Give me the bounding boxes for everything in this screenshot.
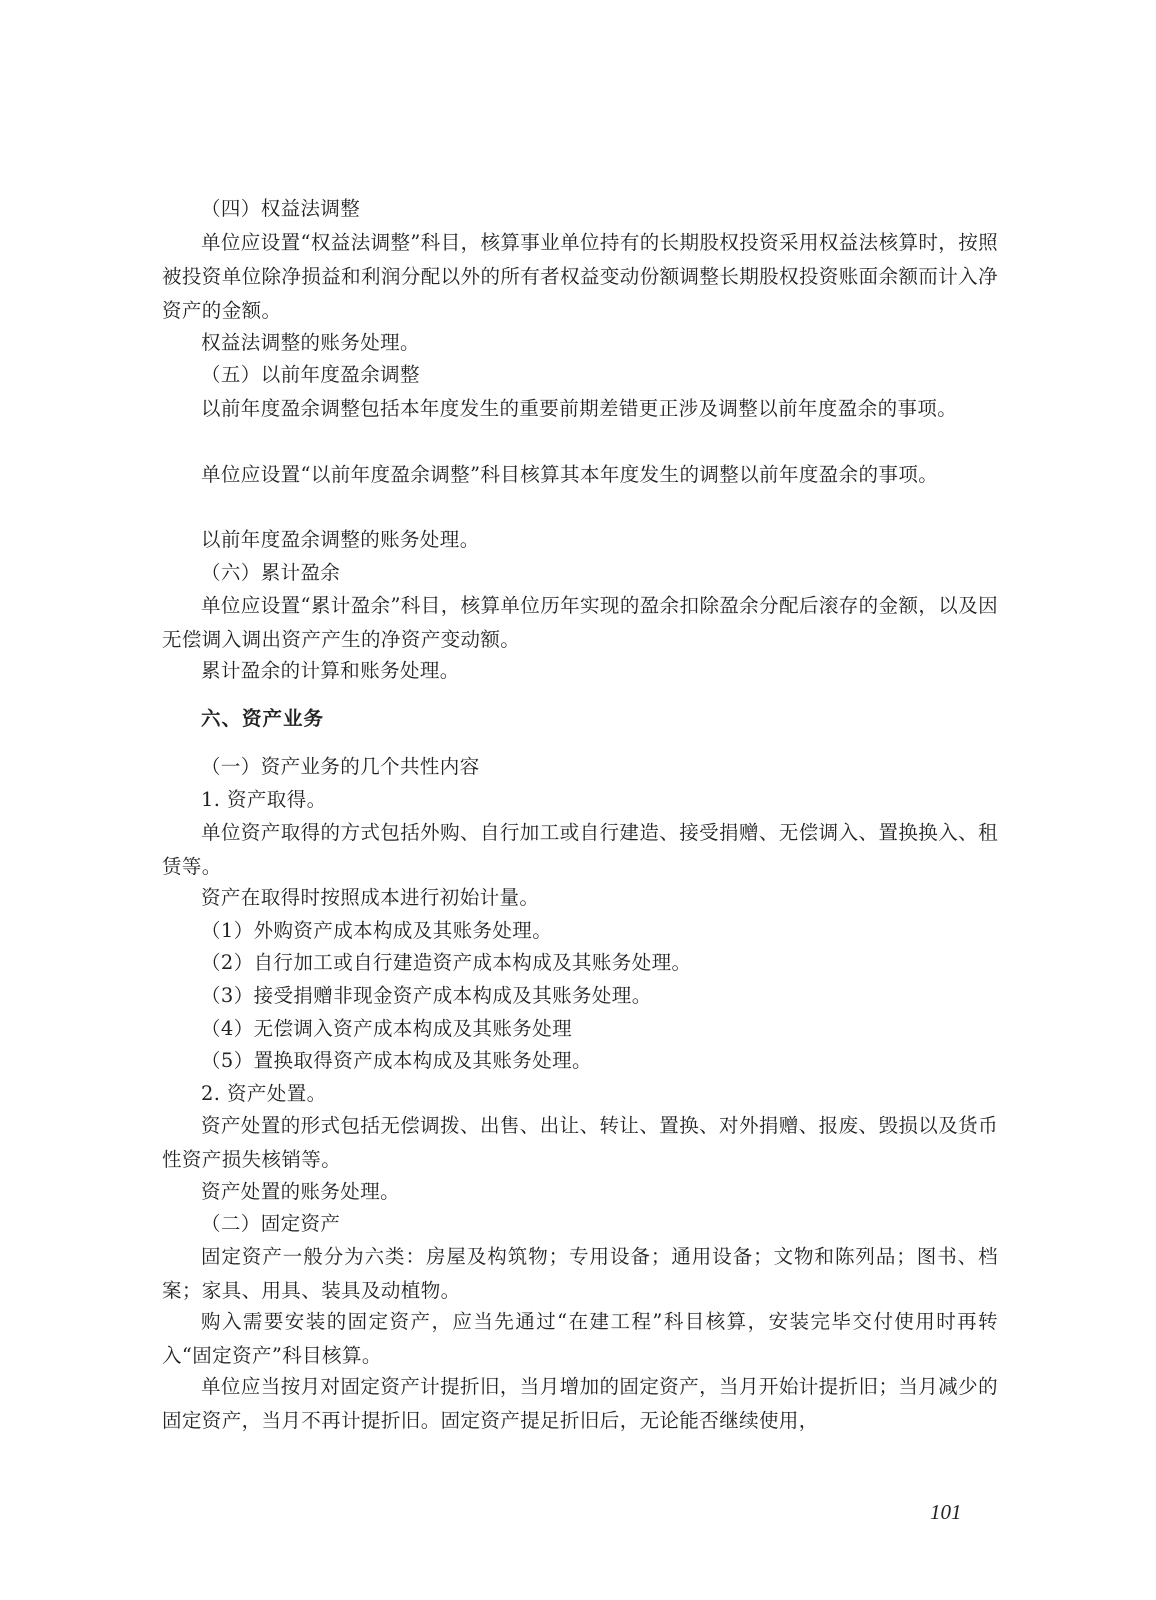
subheading-fixed-assets: （二）固定资产: [201, 1212, 341, 1235]
paragraph: 权益法调整的账务处理。: [201, 331, 420, 354]
paragraph: 单位应设置“权益法调整”科目，核算事业单位持有的长期股权投资采用权益法核算时，按照被投资单位除净损益和利润分配以外的所有者权益变动份额调整长期股权投资账面余额而计入净资产的金额。: [162, 231, 998, 322]
list-item: （2）自行加工或自行建造资产成本构成及其账务处理。: [201, 951, 692, 974]
paragraph: 资产在取得时按照成本进行初始计量。: [201, 886, 540, 909]
paragraph: 购入需要安装的固定资产，应当先通过“在建工程”科目核算，安装完毕交付使用时再转入“固定资产”科目核算。: [162, 1310, 998, 1367]
paragraph: 单位应当按月对固定资产计提折旧，当月增加的固定资产，当月开始计提折旧；当月减少的固定资产，当月不再计提折旧。固定资产提足折旧后，无论能否继续使用，: [162, 1375, 998, 1432]
paragraph: 固定资产一般分为六类：房屋及构筑物；专用设备；通用设备；文物和陈列品；图书、档案；家具、用具、装具及动植物。: [162, 1245, 998, 1302]
paragraph: 单位应设置“累计盈余”科目，核算单位历年实现的盈余扣除盈余分配后滚存的金额，以及因无偿调入调出资产产生的净资产变动额。: [162, 594, 998, 651]
list-item: （4）无偿调入资产成本构成及其账务处理: [201, 1017, 573, 1040]
paragraph: 累计盈余的计算和账务处理。: [201, 659, 460, 682]
subheading-equity-method: （四）权益法调整: [201, 197, 361, 220]
list-item: （3）接受捐赠非现金资产成本构成及其账务处理。: [201, 984, 652, 1007]
list-item: （5）置换取得资产成本构成及其账务处理。: [201, 1049, 592, 1072]
list-item: （1）外购资产成本构成及其账务处理。: [201, 919, 553, 942]
subheading-prior-year-adjustment: （五）以前年度盈余调整: [201, 363, 420, 386]
subheading-accumulated-surplus: （六）累计盈余: [201, 561, 341, 584]
paragraph: 以前年度盈余调整包括本年度发生的重要前期差错更正涉及调整以前年度盈余的事项。: [201, 397, 958, 420]
subheading-common-content: （一）资产业务的几个共性内容: [201, 755, 480, 778]
paragraph: 以前年度盈余调整的账务处理。: [201, 528, 480, 551]
list-item: 2. 资产处置。: [201, 1082, 327, 1105]
list-item: 1. 资产取得。: [201, 788, 327, 811]
page-number: 101: [930, 1500, 962, 1524]
paragraph: 资产处置的账务处理。: [201, 1180, 401, 1203]
paragraph: 单位应设置“以前年度盈余调整”科目核算其本年度发生的调整以前年度盈余的事项。: [201, 463, 939, 486]
paragraph: 单位资产取得的方式包括外购、自行加工或自行建造、接受捐赠、无偿调入、置换换入、租赁等。: [162, 821, 998, 878]
section-heading-asset-business: 六、资产业务: [201, 707, 325, 730]
paragraph: 资产处置的形式包括无偿调拨、出售、出让、转让、置换、对外捐赠、报废、毁损以及货币性资产损失核销等。: [162, 1114, 998, 1171]
